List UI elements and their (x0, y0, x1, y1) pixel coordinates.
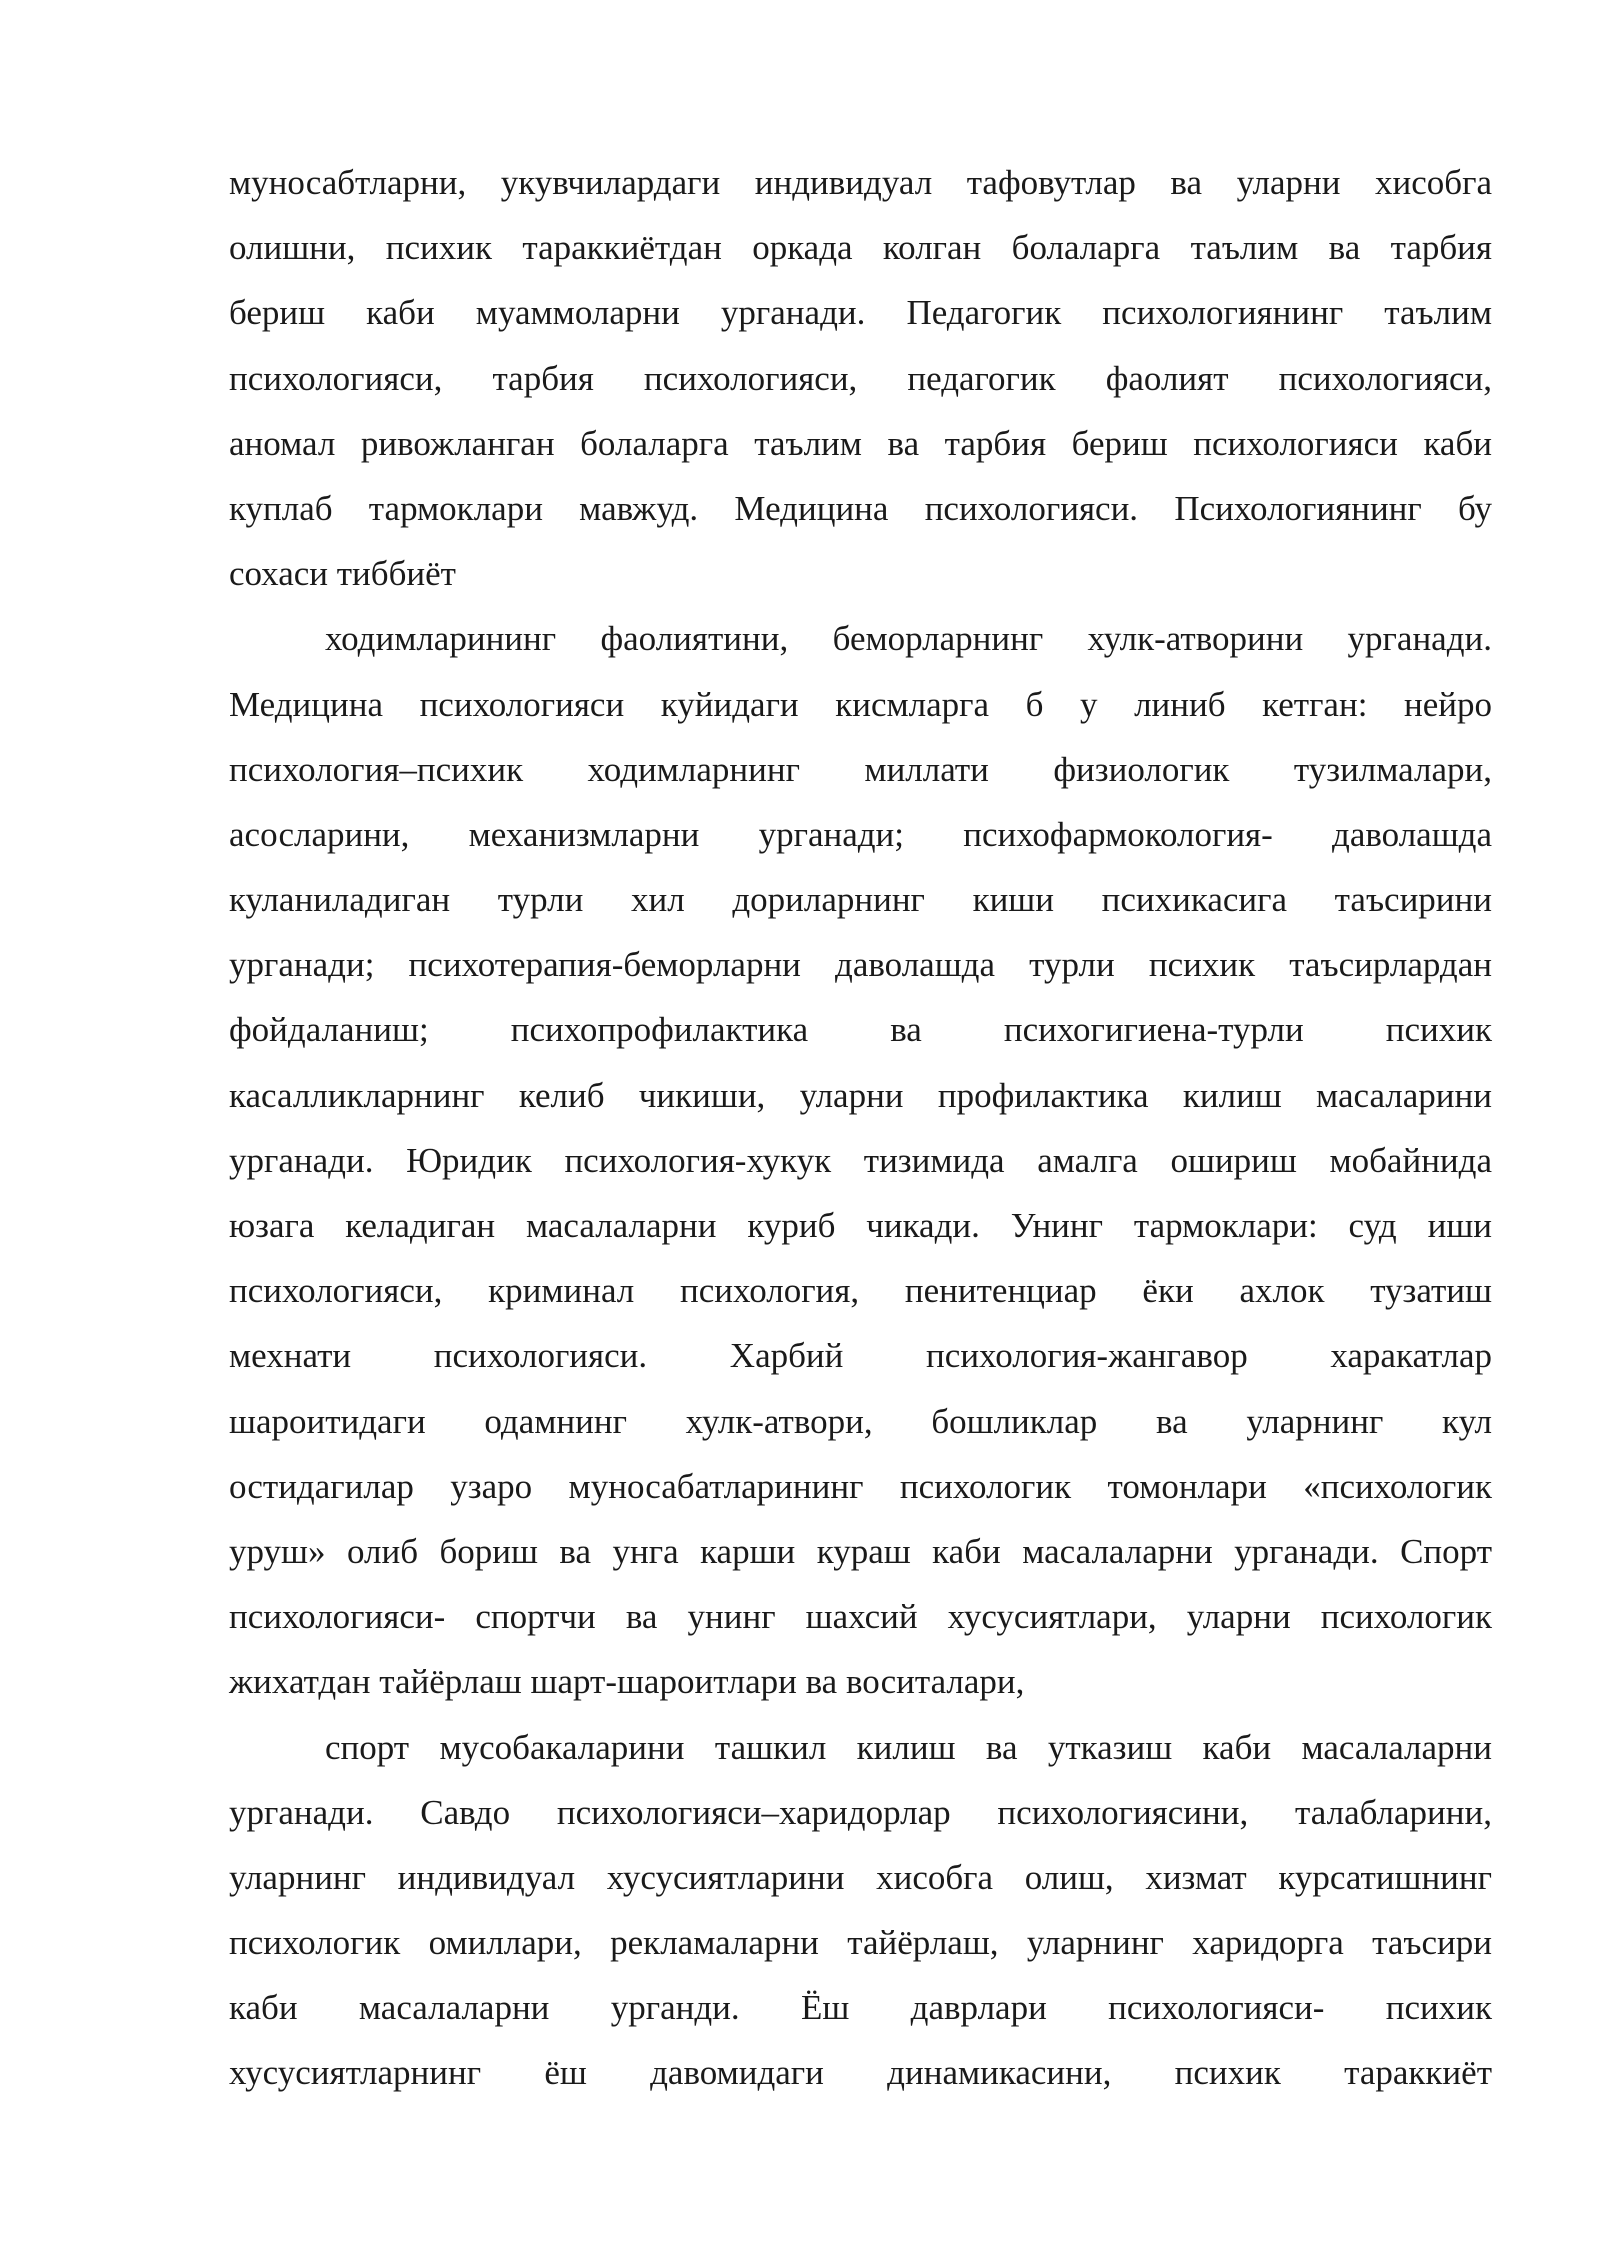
text-line: спорт мусобакаларини ташкил килиш ва утказиш каби масалаларни (325, 1727, 1492, 1767)
text-line: остидагилар узаро муносабатларининг психологик томонлари «психологик (229, 1466, 1492, 1506)
text-line: юзага келадиган масалаларни куриб чикади. Унинг тармоклари: суд иши (229, 1206, 1492, 1245)
text-line: шароитидаги одамнинг хулк-атвори, бошликлар ва уларнинг кул (229, 1401, 1492, 1441)
text-line: аномал ривожланган болаларга таълим ва тарбия бериш психологияси каби (229, 423, 1492, 463)
text-line: жихатдан тайёрлаш шарт-шароитлари ва воситалари, (229, 1662, 1025, 1702)
text-line: психологик омиллари, рекламаларни тайёрлаш, уларнинг харидорга таъсири (229, 1923, 1492, 1963)
text-line: куланиладиган турли хил дориларнинг киши психикасига таъсирини (229, 880, 1492, 920)
text-line: асосларини, механизмларни урганади; психофармокология- даволашда (229, 814, 1492, 854)
text-line: ходимларининг фаолиятини, беморларнинг хулк-атворини урганади. (325, 619, 1492, 659)
text-line: урганади. Савдо психологияси–харидорлар психологиясини, талабларини, (229, 1792, 1492, 1832)
text-line: уларнинг индивидуал хусусиятларини хисобга олиш, хизмат курсатишнинг (229, 1857, 1492, 1897)
text-line: психологияси- спортчи ва унинг шахсий хусусиятлари, уларни психологик (229, 1597, 1492, 1637)
text-line: хусусиятларнинг ёш давомидаги динамикасини, психик тараккиёт (229, 2053, 1492, 2093)
text-line: психологияси, криминал психология, пенитенциар ёки ахлок тузатиш (229, 1271, 1492, 1311)
text-line: Медицина психологияси куйидаги кисмларга б у линиб кетган: нейро (229, 684, 1492, 724)
text-line: сохаси тиббиёт (229, 554, 456, 594)
text-line: урганади. Юридик психология-хукук тизимида амалга ошириш мобайнида (229, 1140, 1492, 1180)
text-line: мехнати психологияси. Харбий психология-жангавор харакатлар (229, 1336, 1492, 1376)
text-line: каби масалаларни урганди. Ёш даврлари психологияси- психик (229, 1988, 1492, 2028)
text-line: муносабтларни, укувчилардаги индивидуал тафовутлар ва уларни хисобга (229, 163, 1492, 202)
text-line: урганади; психотерапия-беморларни даволашда турли психик таъсирлардан (229, 945, 1492, 985)
text-line: бериш каби муаммоларни урганади. Педагогик психологиянинг таълим (229, 293, 1492, 333)
text-line: уруш» олиб бориш ва унга карши кураш каби масалаларни урганади. Спорт (229, 1531, 1492, 1571)
text-line: касалликларнинг келиб чикиши, уларни профилактика килиш масаларини (229, 1075, 1492, 1115)
text-line: олишни, психик тараккиётдан оркада колган болаларга таълим ва тарбия (229, 228, 1492, 268)
text-line: психология–психик ходимларнинг миллати физиологик тузилмалари, (229, 749, 1492, 789)
text-line: фойдаланиш; психопрофилактика ва психогигиена-турли психик (229, 1010, 1492, 1050)
body-text (229, 150, 1492, 2106)
text-line: куплаб тармоклари мавжуд. Медицина психологияси. Психологиянинг бу (229, 488, 1492, 528)
text-line: психологияси, тарбия психологияси, педагогик фаолият психологияси, (229, 358, 1492, 398)
